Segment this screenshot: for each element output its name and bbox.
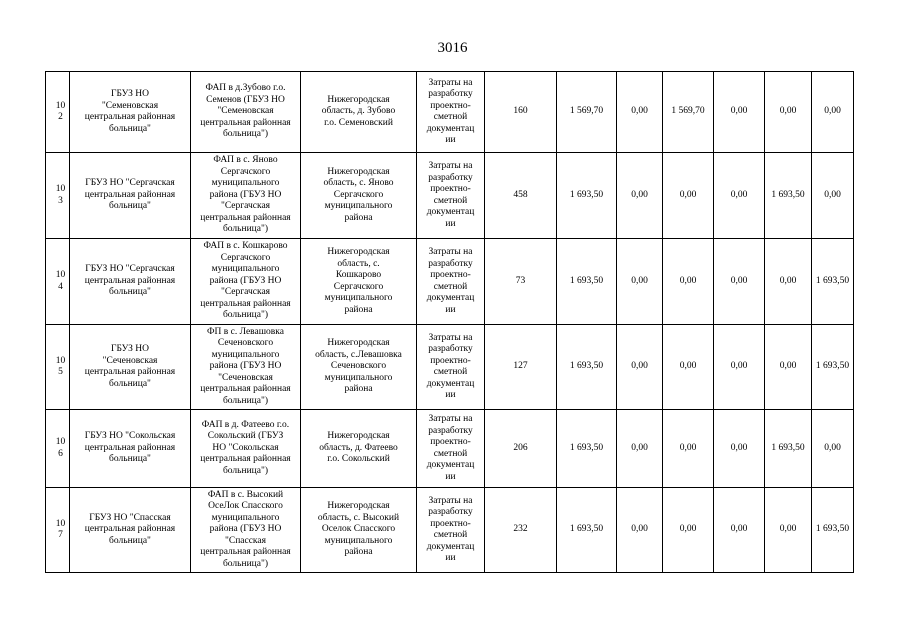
year-2-cell: 0,00 (663, 488, 714, 573)
table-row (46, 410, 854, 488)
year-1-cell: 0,00 (617, 410, 663, 488)
year-5-cell: 1 693,50 (812, 325, 854, 410)
year-5-cell: 1 693,50 (812, 239, 854, 325)
year-1-cell: 0,00 (617, 72, 663, 153)
cost-type-cell: Затраты на разработку проектно- сметной документац ии (417, 488, 485, 573)
year-4-cell: 0,00 (765, 72, 812, 153)
year-3-cell: 0,00 (714, 488, 765, 573)
facility-cell: ФАП в с. Высокий ОсеЛок Спасского муниципального района (ГБУЗ НО "Спасская центральная районная больница") (191, 488, 301, 573)
facility-cell: ФАП в д. Фатеево г.о. Сокольский (ГБУЗ НО "Сокольская центральная районная больница") (191, 410, 301, 488)
year-1-cell: 0,00 (617, 153, 663, 239)
facility-cell: ФАП в д.Зубово г.о. Семенов (ГБУЗ НО "Семеновская центральная районная больница") (191, 72, 301, 153)
table-row (46, 325, 854, 410)
cost-type-cell: Затраты на разработку проектно- сметной документац ии (417, 153, 485, 239)
year-3-cell: 0,00 (714, 410, 765, 488)
data-table (45, 71, 854, 573)
quantity-cell: 73 (485, 239, 557, 325)
row-number: 10 3 (46, 153, 70, 239)
year-2-cell: 0,00 (663, 325, 714, 410)
table-row (46, 488, 854, 573)
organization-cell: ГБУЗ НО "Сокольская центральная районная больница" (70, 410, 191, 488)
row-number: 10 2 (46, 72, 70, 153)
year-5-cell: 1 693,50 (812, 488, 854, 573)
year-5-cell: 0,00 (812, 153, 854, 239)
row-number: 10 5 (46, 325, 70, 410)
year-2-cell: 1 569,70 (663, 72, 714, 153)
total-cell: 1 693,50 (557, 325, 617, 410)
year-3-cell: 0,00 (714, 325, 765, 410)
year-2-cell: 0,00 (663, 410, 714, 488)
organization-cell: ГБУЗ НО "Семеновская центральная районная больница" (70, 72, 191, 153)
total-cell: 1 693,50 (557, 239, 617, 325)
quantity-cell: 232 (485, 488, 557, 573)
year-3-cell: 0,00 (714, 153, 765, 239)
year-1-cell: 0,00 (617, 488, 663, 573)
year-1-cell: 0,00 (617, 325, 663, 410)
quantity-cell: 458 (485, 153, 557, 239)
cost-type-cell: Затраты на разработку проектно- сметной документац ии (417, 325, 485, 410)
year-5-cell: 0,00 (812, 72, 854, 153)
table-body (46, 72, 854, 573)
cost-type-cell: Затраты на разработку проектно- сметной документац ии (417, 72, 485, 153)
organization-cell: ГБУЗ НО "Спасская центральная районная больница" (70, 488, 191, 573)
total-cell: 1 693,50 (557, 410, 617, 488)
year-4-cell: 1 693,50 (765, 153, 812, 239)
year-4-cell: 0,00 (765, 325, 812, 410)
address-cell: Нижегородская область, с. Кошкарово Сергачского муниципального района (301, 239, 417, 325)
address-cell: Нижегородская область, с. Высокий Оселок Спасского муниципального района (301, 488, 417, 573)
address-cell: Нижегородская область, с. Яново Сергачского муниципального района (301, 153, 417, 239)
cost-type-cell: Затраты на разработку проектно- сметной документац ии (417, 410, 485, 488)
year-2-cell: 0,00 (663, 239, 714, 325)
address-cell: Нижегородская область, с.Левашовка Сеченовского муниципального района (301, 325, 417, 410)
quantity-cell: 127 (485, 325, 557, 410)
row-number: 10 4 (46, 239, 70, 325)
address-cell: Нижегородская область, д. Зубово г.о. Семеновский (301, 72, 417, 153)
year-4-cell: 1 693,50 (765, 410, 812, 488)
facility-cell: ФП в с. Левашовка Сеченовского муниципального района (ГБУЗ НО "Сеченовская центральная районная больница") (191, 325, 301, 410)
table-row (46, 153, 854, 239)
year-4-cell: 0,00 (765, 239, 812, 325)
year-3-cell: 0,00 (714, 239, 765, 325)
organization-cell: ГБУЗ НО "Сеченовская центральная районная больница" (70, 325, 191, 410)
year-4-cell: 0,00 (765, 488, 812, 573)
row-number: 10 7 (46, 488, 70, 573)
table-row (46, 239, 854, 325)
year-2-cell: 0,00 (663, 153, 714, 239)
year-1-cell: 0,00 (617, 239, 663, 325)
table-row (46, 72, 854, 153)
row-number: 10 6 (46, 410, 70, 488)
facility-cell: ФАП в с. Кошкарово Сергачского муниципального района (ГБУЗ НО "Сергачская центральная районная больница") (191, 239, 301, 325)
quantity-cell: 160 (485, 72, 557, 153)
total-cell: 1 693,50 (557, 488, 617, 573)
cost-type-cell: Затраты на разработку проектно- сметной документац ии (417, 239, 485, 325)
address-cell: Нижегородская область, д. Фатеево г.о. Сокольский (301, 410, 417, 488)
year-5-cell: 0,00 (812, 410, 854, 488)
facility-cell: ФАП в с. Яново Сергачского муниципального района (ГБУЗ НО "Сергачская центральная районная больница") (191, 153, 301, 239)
year-3-cell: 0,00 (714, 72, 765, 153)
total-cell: 1 569,70 (557, 72, 617, 153)
organization-cell: ГБУЗ НО "Сергачская центральная районная больница" (70, 239, 191, 325)
quantity-cell: 206 (485, 410, 557, 488)
organization-cell: ГБУЗ НО "Сергачская центральная районная больница" (70, 153, 191, 239)
page-number: 3016 (437, 40, 468, 56)
total-cell: 1 693,50 (557, 153, 617, 239)
